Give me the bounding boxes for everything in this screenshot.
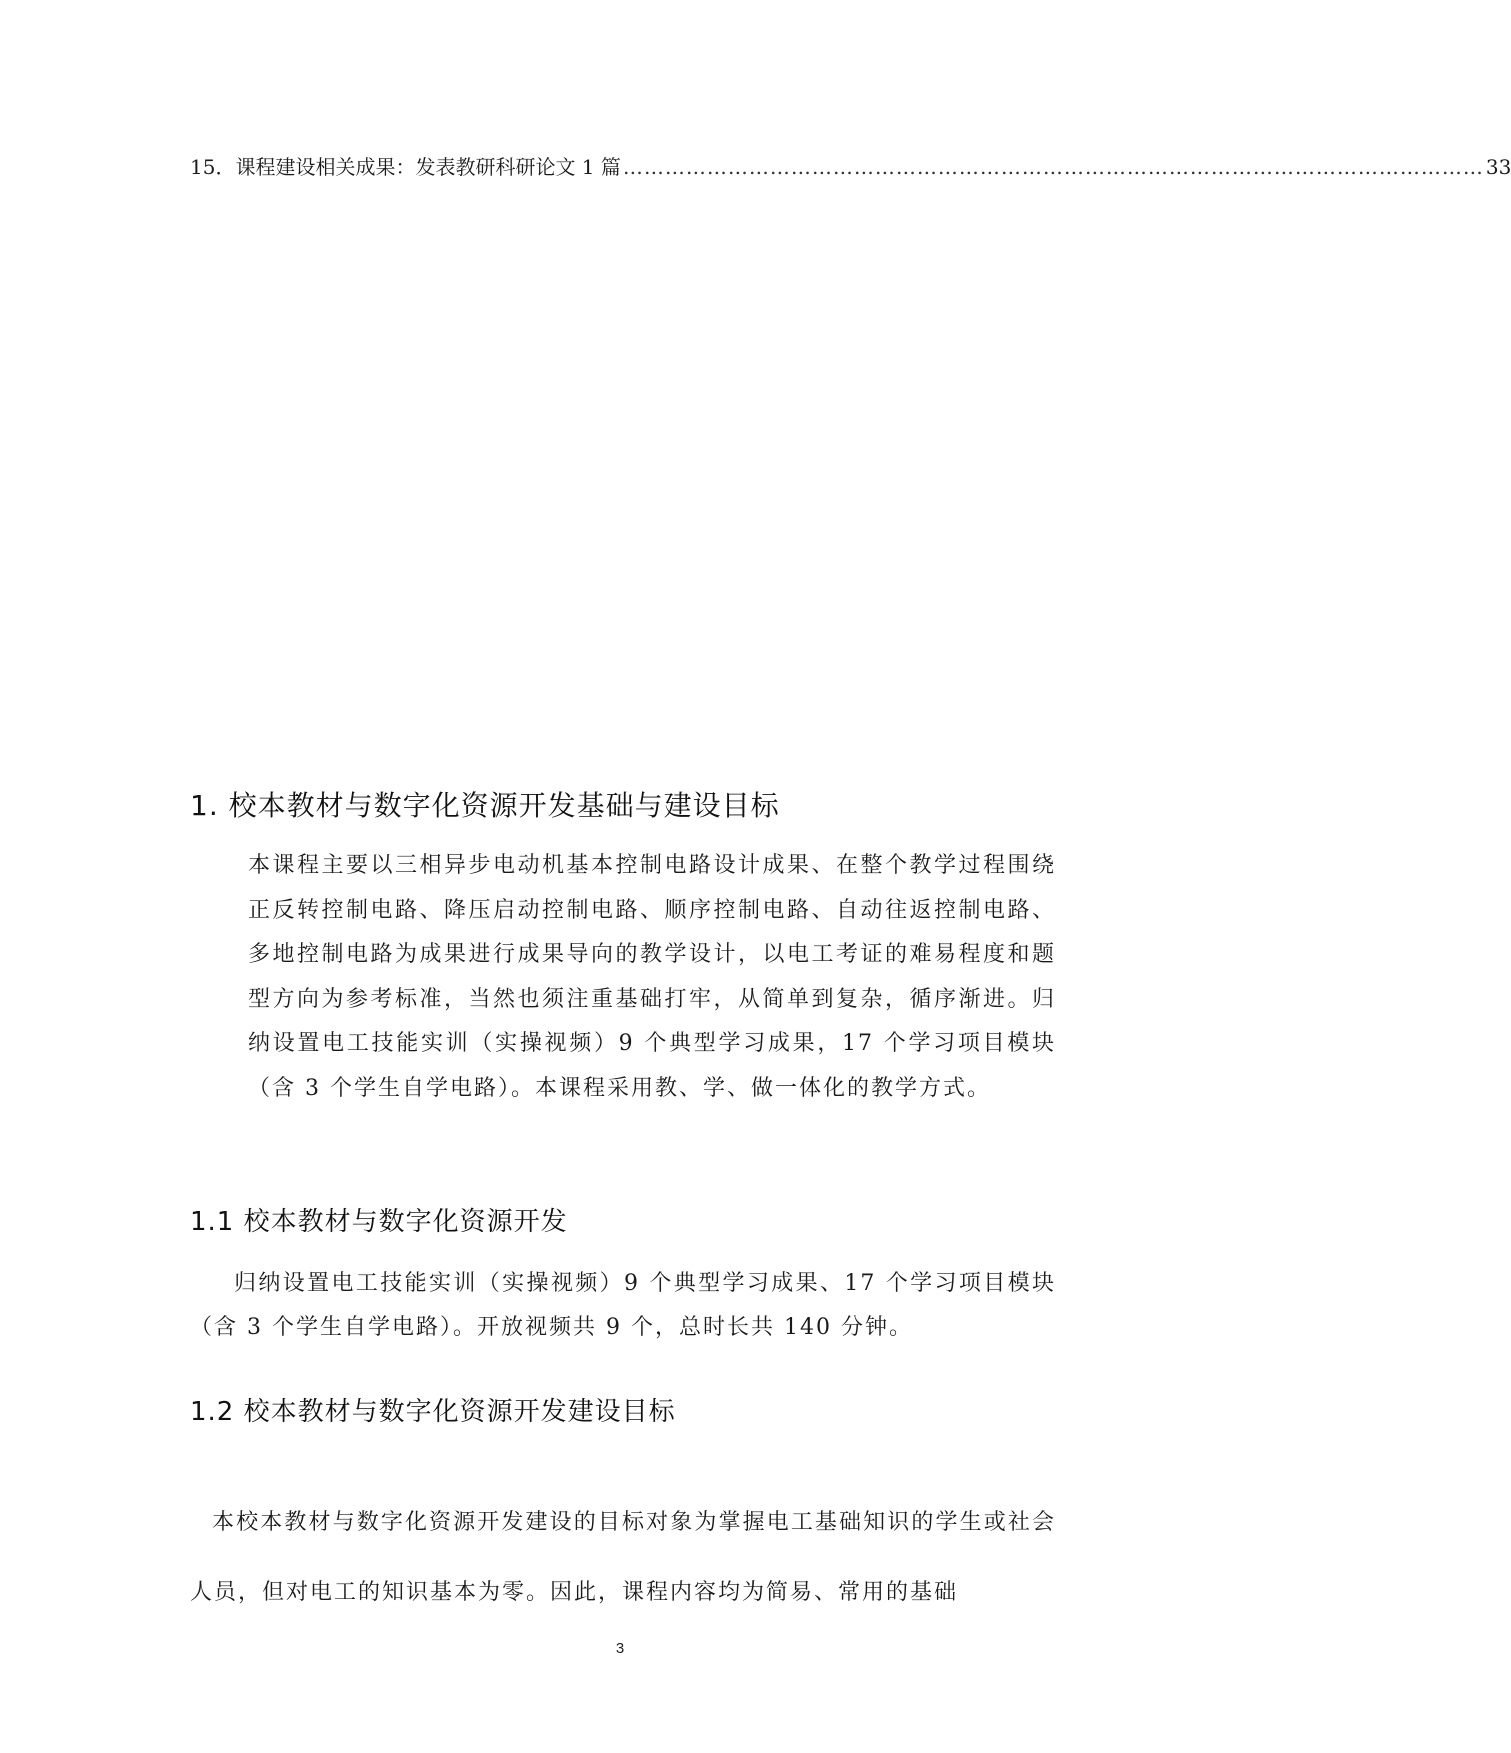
toc-entry[interactable] bbox=[190, 152, 1511, 182]
section-1-1-paragraph: 归纳设置电工技能实训（实操视频）9 个典型学习成果、17 个学习项目模块（含 3 个学生自学电路）。开放视频共 9 个，总时长共 140 分钟。 bbox=[190, 1271, 1056, 1340]
section-1-2-paragraph: 本校本教材与数字化资源开发建设的目标对象为掌握电工基础知识的学生或社会人员，但对电工的知识基本为零。因此，课程内容均为简易、常用的基础 bbox=[190, 1510, 1056, 1605]
section-heading-1-2: 1.2 校本教材与数字化资源开发建设目标 bbox=[190, 1397, 676, 1427]
section-heading-1-1: 1.1 校本教材与数字化资源开发 bbox=[190, 1207, 568, 1237]
toc-page-number: 33 bbox=[1485, 155, 1511, 179]
page-number: 3 bbox=[615, 1640, 625, 1657]
toc-leader-dots: …………………………………………………………………………………………………………… bbox=[622, 155, 1484, 179]
section-heading-1: 1. 校本教材与数字化资源开发基础与建设目标 bbox=[190, 789, 780, 822]
toc-entry-text: 15．课程建设相关成果：发表教研科研论文 1 篇 bbox=[190, 155, 621, 179]
section-1-paragraph: 本课程主要以三相异步电动机基本控制电路设计成果、在整个教学过程围绕正反转控制电路、降压启动控制电路、顺序控制电路、自动往返控制电路、多地控制电路为成果进行成果导向的教学设计，以电工考证的难易程度和题型方向为参考标准，当然也须注重基础打牢，从简单到复杂，循序渐进。归纳设置电工技能实训（实操视频）9 个典型学习成果，17 个学习项目模块（含 3 个学生自学电路）。本课程采用教、学、做一体化的教学方式。 bbox=[248, 853, 1056, 1101]
